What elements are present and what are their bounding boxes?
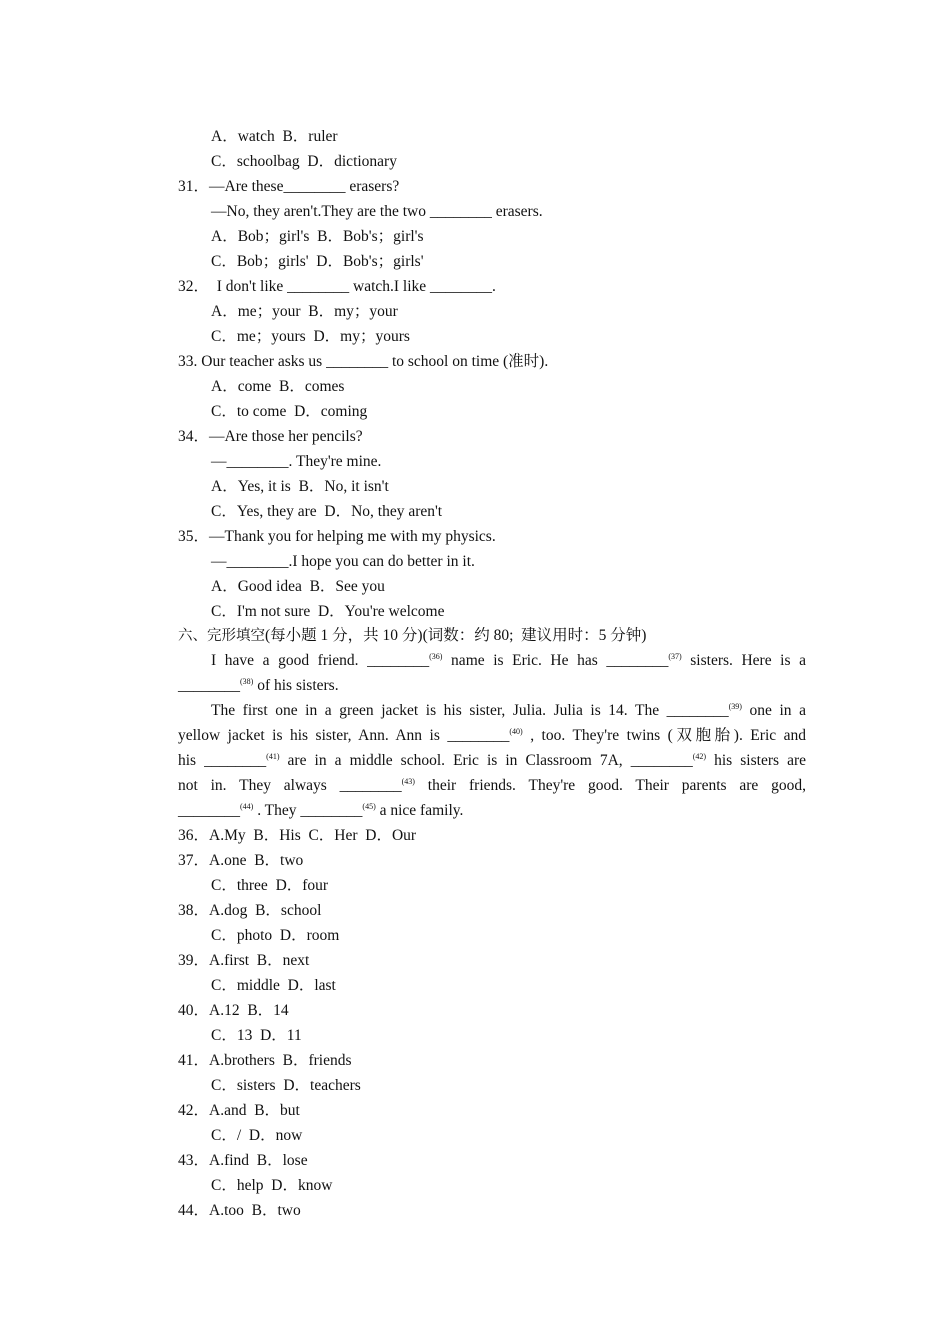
q38-options-ab: 38．A.dog B．school [178, 902, 322, 919]
passage-p1-line1 [211, 648, 806, 673]
q32-options-ab: A．me；your B．my；your [211, 303, 398, 320]
q34-options-ab: A．Yes, it is B．No, it isn't [211, 478, 389, 495]
passage-text: their friends. They're good. Their parents are good, [414, 777, 806, 794]
blank-number: (39) [728, 702, 742, 711]
q35-options-cd: C．I'm not sure D．You're welcome [211, 603, 445, 620]
q36-options: 36．A.My B．His C．Her D．Our [178, 827, 417, 844]
passage-text: sisters. Here is a [681, 652, 806, 669]
q40-options-ab: 40．A.12 B．14 [178, 1002, 289, 1019]
blank-number: (36) [429, 652, 443, 661]
passage-p2-line4 [178, 773, 806, 798]
q39-options-ab: 39．A.first B．next [178, 952, 310, 969]
passage-text: of his sisters. [253, 677, 339, 694]
q37-options-cd: C．three D．four [211, 877, 329, 894]
q43-options-cd: C．help D．know [211, 1177, 333, 1194]
q34-question: 34．—Are those her pencils? [178, 428, 363, 445]
passage-text: ________ [178, 677, 240, 694]
passage-text: , too. They're twins (双胞胎). Eric and [522, 727, 806, 744]
passage-text: not in. They always ________ [178, 777, 402, 794]
passage-p2-line5 [178, 798, 806, 823]
passage-text: name is Eric. He has ________ [442, 652, 669, 669]
q41-options-cd: C．sisters D．teachers [211, 1077, 361, 1094]
q31-options-ab: A．Bob；girl's B．Bob's；girl's [211, 228, 424, 245]
q33-options-cd: C．to come D．coming [211, 403, 368, 420]
q39-options-cd: C．middle D．last [211, 977, 336, 994]
q42-options-cd: C．/ D．now [211, 1127, 303, 1144]
q34-options-cd: C．Yes, they are D．No, they aren't [211, 503, 443, 520]
q35-answer: —________.I hope you can do better in it. [211, 553, 475, 570]
q31-options-cd: C．Bob；girls' D．Bob's；girls' [211, 253, 424, 270]
q41-options-ab: 41．A.brothers B．friends [178, 1052, 352, 1069]
q35-question: 35．—Thank you for helping me with my physics. [178, 528, 496, 545]
q43-options-ab: 43．A.find B．lose [178, 1152, 308, 1169]
section-6-note: (每小题 1 分，共 10 分)(词数：约 80; 建议用时：5 分钟) [265, 627, 647, 644]
passage-text: I have a good friend. ________ [211, 652, 430, 669]
passage-p2-line3 [178, 748, 806, 773]
passage-text: The first one in a green jacket is his sister, Julia. Julia is 14. The ________ [211, 702, 729, 719]
q38-options-cd: C．photo D．room [211, 927, 340, 944]
blank-number: (38) [240, 677, 254, 686]
section-6-title: 六、完形填空 [178, 628, 265, 644]
q33-question: 33. Our teacher asks us ________ to school on time (准时). [178, 353, 549, 370]
q35-options-ab: A．Good idea B．See you [211, 578, 385, 595]
q42-options-ab: 42．A.and B．but [178, 1102, 300, 1119]
section-6-heading [178, 623, 646, 648]
blank-number: (37) [668, 652, 682, 661]
q30-options-ab: A．watch B．ruler [211, 128, 338, 145]
q32-question: 32． I don't like ________ watch.I like ________. [178, 278, 496, 295]
passage-text: are in a middle school. Eric is in Classroom 7A, ________ [279, 752, 693, 769]
passage-text: yellow jacket is his sister, Ann. Ann is ________ [178, 727, 510, 744]
q34-answer: —________. They're mine. [211, 453, 382, 470]
passage-text: a nice family. [375, 802, 464, 819]
passage-text: his sisters are [706, 752, 806, 769]
passage-text: one in a [741, 702, 806, 719]
passage-p2-line1 [211, 698, 806, 723]
q37-options-ab: 37．A.one B．two [178, 852, 304, 869]
blank-number: (45) [362, 802, 376, 811]
passage-p1-line2 [178, 673, 806, 698]
blank-number: (44) [240, 802, 254, 811]
q30-options-cd: C．schoolbag D．dictionary [211, 153, 397, 170]
q44-options-ab: 44．A.too B．two [178, 1202, 301, 1219]
q32-options-cd: C．me；yours D．my；yours [211, 328, 410, 345]
passage-text: . They ________ [253, 802, 363, 819]
q33-options-ab: A．come B．comes [211, 378, 345, 395]
q40-options-cd: C．13 D．11 [211, 1027, 302, 1044]
q31-question: 31．—Are these________ erasers? [178, 178, 400, 195]
passage-text: ________ [178, 802, 240, 819]
passage-p2-line2 [178, 723, 806, 748]
q31-answer: —No, they aren't.They are the two ________ erasers. [211, 203, 543, 220]
passage-text: his ________ [178, 752, 267, 769]
blank-number: (40) [509, 727, 523, 736]
blank-number: (43) [401, 777, 415, 786]
blank-number: (42) [692, 752, 707, 761]
blank-number: (41) [266, 752, 280, 761]
